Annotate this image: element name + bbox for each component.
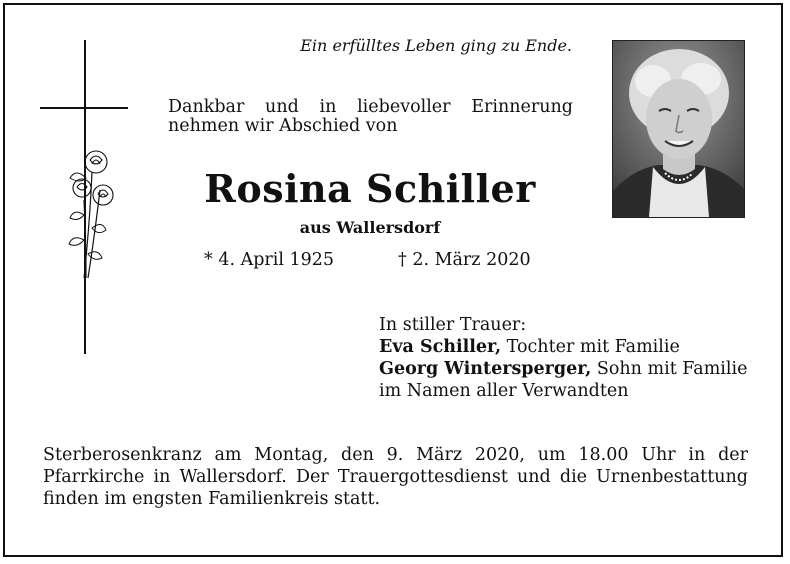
mourners-block — [379, 314, 747, 402]
mourner-line — [379, 336, 747, 358]
intro-text — [168, 98, 573, 136]
intro-line-1: Dankbar und in liebevoller Erinnerung — [168, 97, 573, 117]
mourner-relation: Sohn mit Familie — [596, 359, 748, 379]
mourner-relation: Tochter mit Familie — [506, 337, 680, 357]
intro-line-2: nehmen wir Abschied von — [168, 116, 398, 136]
death-date: † 2. März 2020 — [398, 250, 531, 270]
deceased-name: Rosina Schiller — [204, 166, 536, 211]
mourners-closing: im Namen aller Verwandten — [379, 381, 629, 401]
mourner-line — [379, 358, 747, 380]
mourner-name: Georg Wintersperger, — [379, 359, 592, 379]
mourner-name: Eva Schiller, — [379, 337, 502, 357]
origin-place: aus Wallersdorf — [299, 218, 441, 237]
portrait-photo — [612, 40, 745, 218]
mourning-heading: In stiller Trauer: — [379, 315, 527, 335]
birth-date: * 4. April 1925 — [204, 250, 335, 270]
cross-with-roses-icon — [40, 40, 130, 360]
motto: Ein erfülltes Leben ging zu Ende. — [300, 36, 572, 55]
service-details: Sterberosenkranz am Montag, den 9. März 2020, um 18.00 Uhr in der Pfarrkirche in Wallersdorf. Der Trauergottesdienst und die Urnenbestattung finden im engsten Familienkreis statt. — [43, 445, 748, 509]
